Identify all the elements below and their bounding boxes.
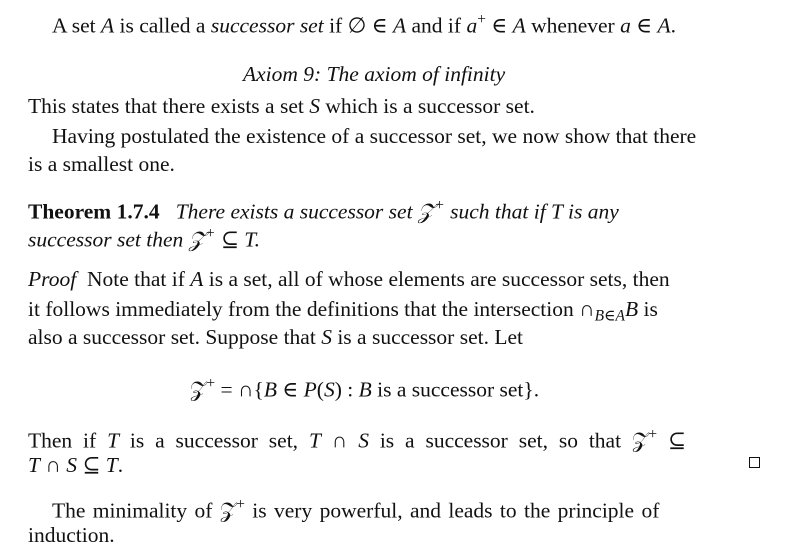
empty-set-symbol: ∅	[347, 13, 367, 38]
proof-text: is a set, all of whose elements are successor sets, then	[203, 267, 670, 291]
math-var: A	[190, 267, 204, 291]
superscript-plus: +	[206, 375, 216, 392]
math-text: ∩	[39, 453, 67, 477]
math-text: ) :	[334, 377, 359, 402]
math-text: ∈	[276, 377, 304, 402]
math-var: B	[625, 297, 639, 321]
paragraph-line: is a smallest one.	[28, 152, 175, 176]
paragraph-line	[52, 497, 659, 522]
definition-text: and if	[406, 13, 467, 38]
proof-line	[28, 299, 658, 324]
math-var: B	[263, 377, 277, 402]
math-var: S	[321, 325, 332, 349]
math-var: S	[358, 428, 369, 453]
math-text: = ∩{	[215, 377, 264, 402]
math-var: B	[358, 377, 372, 402]
math-var: a	[620, 13, 631, 38]
proof-label: Proof	[28, 267, 77, 291]
definition-line	[52, 12, 676, 37]
definition-text: whenever	[525, 13, 621, 38]
definition-text: A set	[52, 13, 101, 38]
theorem-label: Theorem 1.7.4	[28, 199, 160, 224]
math-text: (	[316, 377, 324, 402]
element-of-symbol: ∈	[485, 13, 513, 38]
math-var: T	[105, 453, 118, 477]
math-var: T	[107, 428, 120, 453]
math-var: T	[28, 453, 40, 477]
math-text: ⊆	[77, 453, 106, 477]
superscript-plus: +	[434, 197, 445, 214]
subscript: B∈A	[594, 307, 626, 325]
proof-line	[28, 427, 686, 452]
superscript-plus: +	[236, 496, 245, 513]
math-var: P	[303, 377, 317, 402]
axiom-statement	[28, 96, 535, 118]
proof-text: is a successor set, so that 𝒵	[368, 428, 649, 453]
paragraph-text: The minimality of 𝒵	[52, 498, 237, 523]
proof-text: is a successor set. Let	[331, 325, 523, 349]
definition-text: if	[323, 13, 348, 38]
superscript-plus: +	[204, 225, 216, 242]
math-var: A	[512, 13, 526, 38]
math-var: A	[100, 13, 115, 38]
proof-line	[28, 269, 670, 291]
math-text: .	[117, 453, 124, 477]
proof-text: is a successor set,	[119, 428, 309, 453]
math-var: S	[66, 453, 77, 477]
math-var: T	[308, 428, 321, 453]
theorem-text: There exists a successor set 𝒵	[175, 199, 435, 224]
theorem-text: successor set then 𝒵	[28, 227, 205, 252]
axiom-text: This states that there exists a set	[28, 94, 310, 118]
math-symbol: 𝒵	[190, 377, 207, 402]
axiom-text: which is a successor set.	[319, 94, 535, 118]
superscript-plus: +	[477, 11, 486, 28]
math-var: A	[393, 13, 407, 38]
theorem-text: ⊆ T.	[215, 227, 260, 252]
proof-text: it follows immediately from the definitions that the intersection ∩	[28, 297, 595, 321]
superscript-plus: +	[648, 426, 658, 443]
paragraph-line: Having postulated the existence of a successor set, we now show that there	[52, 124, 697, 148]
element-of-symbol: ∈	[366, 13, 393, 38]
theorem-line	[28, 226, 260, 251]
theorem-text: such that if T is any	[444, 199, 619, 224]
display-equation	[190, 376, 539, 401]
proof-line	[28, 455, 123, 477]
qed-box-icon	[749, 457, 760, 468]
proof-text: Note that if	[86, 267, 191, 291]
defined-term: successor set	[210, 13, 324, 38]
math-var: S	[309, 94, 320, 118]
element-of-symbol: ∈	[630, 13, 658, 38]
subset-symbol: ⊆	[657, 428, 686, 453]
math-var: A	[657, 13, 671, 38]
axiom-heading: Axiom 9: The axiom of infinity	[243, 62, 506, 86]
theorem-line	[28, 198, 619, 223]
math-text: ∩	[320, 428, 359, 453]
proof-text: also a successor set. Suppose that	[28, 325, 322, 349]
math-var: a	[466, 13, 478, 38]
paragraph-line: induction.	[28, 523, 115, 547]
math-var: S	[323, 377, 335, 402]
proof-line	[28, 327, 523, 349]
math-text: is a successor set}.	[371, 377, 540, 402]
paragraph-text: is very powerful, and leads to the principle of	[244, 498, 660, 523]
proof-text: is	[638, 297, 658, 321]
definition-text: is called a	[114, 13, 211, 38]
proof-text: Then if	[28, 428, 108, 453]
definition-text: .	[670, 13, 677, 38]
